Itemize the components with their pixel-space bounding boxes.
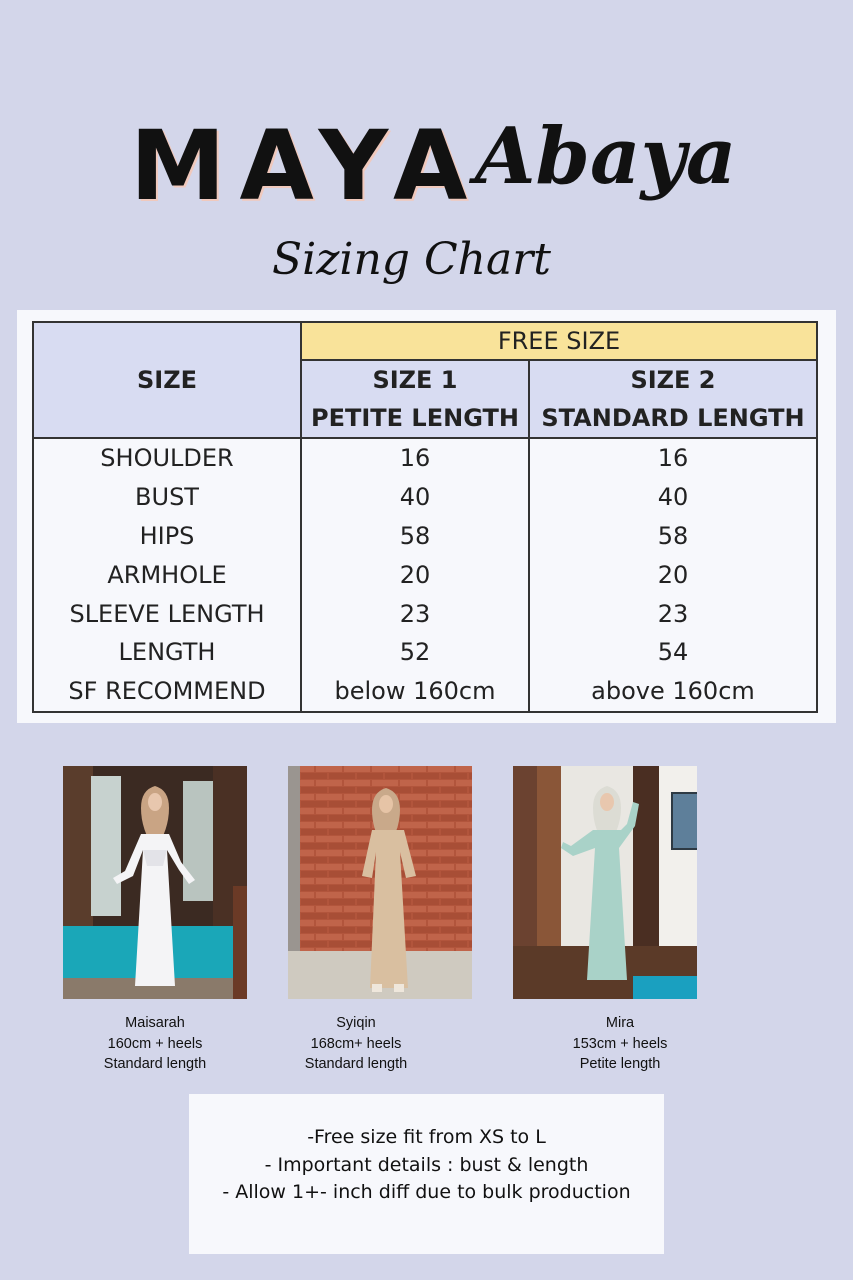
model-photo-syiqin — [288, 766, 472, 999]
row-label: SLEEVE LENGTH — [33, 594, 301, 633]
size1-value: 58 — [301, 517, 529, 556]
note-tolerance: - Allow 1+- inch diff due to bulk production — [222, 1181, 631, 1203]
model-length: Standard length — [304, 1056, 408, 1072]
size1-value: 40 — [301, 478, 529, 517]
product-title: Abaya — [475, 111, 737, 202]
size2-value: 40 — [529, 478, 817, 517]
table-row — [33, 555, 817, 594]
table-row — [33, 633, 817, 672]
size-chart-table — [32, 321, 818, 713]
model-caption-syiqin — [256, 1013, 456, 1075]
row-label: ARMHOLE — [33, 555, 301, 594]
size1-value: 16 — [301, 438, 529, 478]
model-length: Standard length — [103, 1056, 207, 1072]
size1-value: 20 — [301, 555, 529, 594]
note-important-details: - Important details : bust & length — [264, 1153, 589, 1176]
model-name: Syiqin — [336, 1015, 376, 1031]
size1-title: SIZE 1 — [372, 366, 458, 394]
size1-value: 52 — [301, 633, 529, 672]
size1-value: below 160cm — [301, 672, 529, 712]
brand-title: MAYA — [130, 110, 482, 222]
model-name: Maisarah — [125, 1015, 185, 1031]
size1-subtitle: PETITE LENGTH — [311, 404, 519, 432]
table-row — [33, 478, 817, 517]
notes-box — [189, 1094, 664, 1254]
size1-header — [301, 360, 529, 438]
table-row — [33, 438, 817, 478]
model-length: Petite length — [579, 1056, 661, 1072]
size2-value: above 160cm — [529, 672, 817, 712]
size2-value: 58 — [529, 517, 817, 556]
model-caption-mira — [520, 1013, 720, 1075]
model-photo-mira — [513, 766, 697, 999]
size2-value: 16 — [529, 438, 817, 478]
size2-value: 54 — [529, 633, 817, 672]
row-label: LENGTH — [33, 633, 301, 672]
model-height: 160cm + heels — [107, 1035, 203, 1052]
size-chart-panel — [17, 310, 836, 723]
table-row — [33, 672, 817, 712]
model-height: 153cm + heels — [572, 1035, 668, 1052]
free-size-header: FREE SIZE — [301, 322, 817, 360]
size2-value: 23 — [529, 594, 817, 633]
model-caption-maisarah — [55, 1013, 255, 1075]
model-name: Mira — [605, 1015, 635, 1031]
model-height: 168cm+ heels — [310, 1035, 402, 1052]
size1-value: 23 — [301, 594, 529, 633]
size-column-header: SIZE — [33, 322, 301, 438]
size2-subtitle: STANDARD LENGTH — [541, 404, 805, 432]
row-label: SF RECOMMEND — [33, 672, 301, 712]
row-label: BUST — [33, 478, 301, 517]
row-label: HIPS — [33, 517, 301, 556]
size2-value: 20 — [529, 555, 817, 594]
size2-header — [529, 360, 817, 438]
row-label: SHOULDER — [33, 438, 301, 478]
model-photo-maisarah — [63, 766, 247, 999]
table-row — [33, 594, 817, 633]
table-row — [33, 517, 817, 556]
note-free-size: -Free size fit from XS to L — [307, 1126, 546, 1148]
page-subtitle: Sizing Chart — [272, 234, 551, 285]
size2-title: SIZE 2 — [630, 366, 716, 394]
